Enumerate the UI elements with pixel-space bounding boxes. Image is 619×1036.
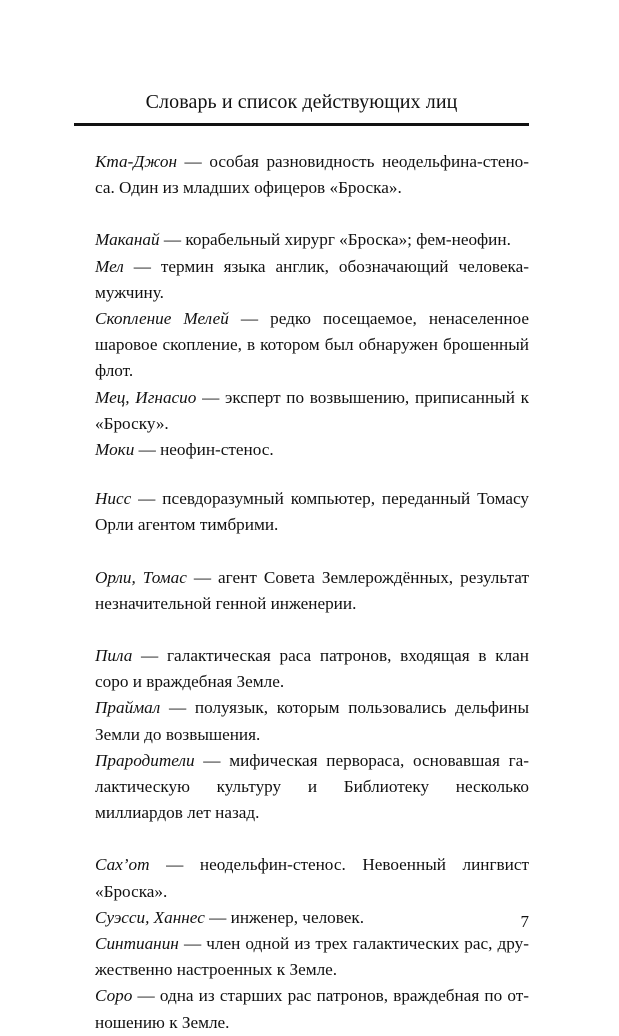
entry-definition: — галактическая раса патронов, входящая в клан соро и враждебная Земле. — [95, 646, 529, 692]
entry-term: Синтианин — [95, 934, 179, 954]
glossary-entry-kta-jon — [95, 149, 529, 201]
entry-definition: — инженер, человек. — [204, 907, 365, 927]
entry-definition: — эксперт по возвышению, приписанный к «Броску». — [95, 387, 529, 433]
glossary-entry-synthian — [95, 931, 529, 983]
glossary-entry-makanai — [95, 227, 529, 253]
entry-term: Орли, Томас — [95, 567, 187, 587]
entry-term: Соро — [95, 986, 133, 1006]
entry-definition: — полуязык, которым пользовались дельфины Земли до возвышения. — [95, 698, 529, 744]
glossary-entry-mel-cluster — [95, 306, 529, 385]
glossary-entry-orley — [95, 565, 529, 617]
glossary-entry-soro — [95, 983, 529, 1035]
entry-term: Нисс — [95, 489, 132, 509]
entry-term: Скопление Мелей — [95, 309, 229, 329]
entry-definition: — корабельный хирург «Броска»; фем-неофин. — [159, 230, 511, 250]
entry-term: Моки — [95, 440, 135, 460]
entry-term: Кта-Джон — [95, 152, 177, 171]
glossary-entry-progenitors — [95, 748, 529, 827]
entry-definition: — одна из старших рас патронов, враждебная по отношению к Земле. — [95, 986, 529, 1032]
entry-definition: — агент Совета Землерождённых, результат незначительной генной инженерии. — [95, 567, 529, 613]
page-number: 7 — [520, 912, 529, 931]
glossary-body — [95, 149, 529, 1036]
entry-definition: — член одной из трех галактических рас, дружественно настроенных к Земле. — [95, 934, 529, 980]
entry-term: Праймал — [95, 698, 161, 718]
entry-term: Суэсси, Ханнес — [95, 907, 205, 927]
entry-definition: — особая разновидность неодельфина-стеноса. Один из младших офицеров «Броска». — [95, 152, 529, 198]
entry-definition: — термин языка англик, обозначающий человека-мужчину. — [95, 256, 529, 302]
glossary-entry-sahot — [95, 852, 529, 904]
entry-term: Маканай — [95, 230, 160, 250]
entry-term: Мец, Игнасио — [95, 387, 197, 407]
entry-definition: — неофин-стенос. — [134, 440, 274, 460]
entry-term: Прародители — [95, 750, 195, 770]
entry-term: Мел — [95, 256, 124, 276]
entry-definition: — мифическая первораса, основавшая галактическую культуру и Библиотеку несколько миллиардов лет назад. — [95, 750, 529, 823]
entry-definition: — неодельфин-стенос. Невоенный лингвист «Броска». — [95, 855, 529, 901]
glossary-entry-mel — [95, 254, 529, 306]
running-head-title: Словарь и список действующих лиц — [145, 91, 458, 113]
glossary-entry-metz — [95, 385, 529, 437]
entry-term: Сах’от — [95, 855, 150, 875]
glossary-entry-moki — [95, 437, 529, 463]
glossary-entry-primal — [95, 695, 529, 747]
entry-definition: — редко посещаемое, ненаселенное шаровое скопление, в котором был обнаружен брошенный флот. — [95, 309, 529, 381]
entry-definition: — псевдоразумный компьютер, переданный Томасу Орли агентом тимбрими. — [95, 489, 529, 535]
glossary-entry-niss — [95, 486, 529, 538]
glossary-entry-suessi — [95, 905, 529, 931]
glossary-entry-pila — [95, 643, 529, 695]
entry-term: Пила — [95, 646, 133, 666]
header-rule — [74, 123, 529, 126]
